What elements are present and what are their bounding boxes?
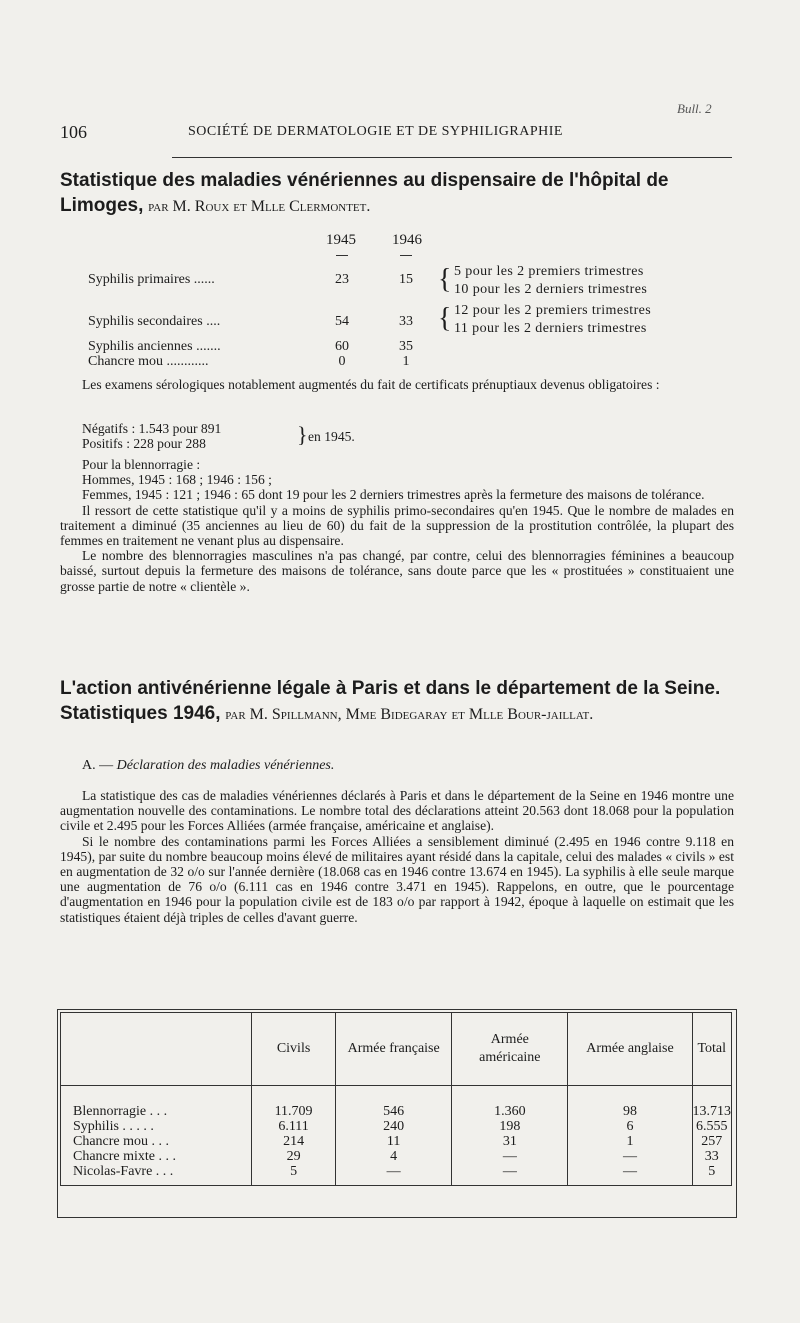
table-cell: —: [568, 1164, 692, 1186]
table-row: [61, 1086, 732, 1120]
table-header-armee-francaise: Armée française: [336, 1013, 452, 1086]
stat-label-syph-anciennes: Syphilis anciennes .......: [88, 339, 221, 354]
declarations-table: [60, 1012, 732, 1186]
table-header-blank: [61, 1013, 252, 1086]
table-cell: —: [452, 1149, 568, 1164]
table-header-total: Total: [692, 1013, 732, 1086]
table-cell: 6.111: [252, 1119, 336, 1134]
stat-1945-syph-secondaires: 54: [335, 314, 349, 329]
table-row: [61, 1164, 732, 1186]
note-syph-primaires-1: 5 pour les 2 premiers trimestres: [454, 264, 644, 279]
table-cell: 257: [692, 1134, 732, 1149]
table-cell: 198: [452, 1119, 568, 1134]
section2-title: [60, 676, 734, 727]
header-rule: [172, 157, 732, 158]
para-ressort: Il ressort de cette statistique qu'il y a moins de syphilis primo-secondaires qu'en 1945. Que le nombre de malades en traitement a diminué (35 anciennes au lieu de 60) du fait de la suppression de la prostitution contrôlée, la plupart des femmes en traitement ne venant plus au dispensaire.: [60, 502, 734, 549]
stat-1946-chancre-mou: 1: [402, 354, 410, 369]
subheading-prefix: A. —: [82, 758, 114, 773]
table-cell: 5: [252, 1164, 336, 1186]
table-cell: 546: [336, 1086, 452, 1120]
para-blenno-masc: Le nombre des blennorragies masculines n'a pas changé, par contre, celui des blennorragies féminines a beaucoup baissé, surtout depuis la fermeture des maisons de tolérance, sans doute parce que les « prostituées » constituaient une grosse partie de notre « clientèle ».: [60, 548, 734, 594]
stat-label-chancre-mou: Chancre mou ............: [88, 354, 209, 369]
dash-1945: [336, 255, 348, 256]
table-row: [61, 1149, 732, 1164]
section2-body: [60, 788, 734, 925]
table-cell: 31: [452, 1134, 568, 1149]
section2-title-text: L'action antivénérienne légale à Paris et dans le département de la Seine. Statistiques 1946,: [60, 678, 721, 724]
table-header-row: [61, 1013, 732, 1086]
subheading-a: [82, 758, 334, 774]
year-1945: 1945: [326, 232, 356, 248]
positifs-line: Positifs : 228 pour 288: [82, 436, 206, 451]
section1-para1: [60, 377, 734, 392]
table-cell-label: Chancre mou . . .: [61, 1134, 252, 1149]
table-cell: 4: [336, 1149, 452, 1164]
table-cell: 5: [692, 1164, 732, 1186]
section1-title: [60, 168, 736, 219]
section1-title-text: Statistique des maladies vénériennes au dispensaire de l'hôpital de Limoges,: [60, 170, 669, 216]
table-cell-label: Nicolas-Favre . . .: [61, 1164, 252, 1186]
note-syph-secondaires-2: 11 pour les 2 derniers trimestres: [454, 321, 647, 336]
table-cell-label: Syphilis . . . . .: [61, 1119, 252, 1134]
table-cell-label: Chancre mixte . . .: [61, 1149, 252, 1164]
stat-1946-syph-secondaires: 33: [399, 314, 413, 329]
stat-label-syph-primaires: Syphilis primaires ......: [88, 272, 215, 287]
para-contaminations: Si le nombre des contaminations parmi les Forces Alliées a sensiblement diminué (2.495 en 1946 contre 9.118 en 1945), par suite du nombre beaucoup moins élevé de militaires ayant résidé dans la capitale, celui des malades « civils » est en augmentation de 32 o/o sur l'année dernière (18.068 cas en 1946 contre 13.674 en 1945). La syphilis à elle seule marque une augmentation de 76 o/o (6.111 cas en 1946 contre 3.471 en 1945). Rappelons, en outre, que le pourcentage d'augmentation en 1946 pour la population civile est de 183 o/o par rapport à 1942, époque à laquelle on estimait que les statistiques étaient déjà triples de celles d'avant guerre.: [60, 833, 734, 925]
section1-blenno-block: [60, 457, 734, 594]
table-cell: 1.360: [452, 1086, 568, 1120]
brace-serologie: }: [297, 422, 308, 447]
table-cell: 11: [336, 1134, 452, 1149]
en-1945-note: en 1945.: [308, 429, 355, 444]
table-cell: —: [336, 1164, 452, 1186]
stat-1945-syph-anciennes: 60: [335, 339, 349, 354]
table-cell: —: [452, 1164, 568, 1186]
para-serologie: Les examens sérologiques notablement augmentés du fait de certificats prénuptiaux devenus obligatoires :: [82, 377, 660, 392]
table-header-armee-anglaise: Armée anglaise: [568, 1013, 692, 1086]
table-row: [61, 1119, 732, 1134]
brace-1: {: [438, 264, 452, 295]
table-header-civils: Civils: [252, 1013, 336, 1086]
stat-1946-syph-primaires: 15: [399, 272, 413, 287]
table-header-armee-americaine: Armée américaine: [452, 1013, 568, 1086]
table-cell: 11.709: [252, 1086, 336, 1120]
page-number: 106: [60, 122, 87, 142]
stat-1945-syph-primaires: 23: [335, 272, 349, 287]
note-syph-secondaires-1: 12 pour les 2 premiers trimestres: [454, 303, 652, 318]
table-cell: 98: [568, 1086, 692, 1120]
section2-authors: par M. Spillmann, Mme Bidegaray et Mlle Bour-jaillat.: [225, 706, 594, 723]
table-cell: 6: [568, 1119, 692, 1134]
table-row: [61, 1134, 732, 1149]
negatifs-line: Négatifs : 1.543 pour 891: [82, 421, 222, 436]
table-cell: 33: [692, 1149, 732, 1164]
table-cell: 13.713: [692, 1086, 732, 1120]
table-cell: 214: [252, 1134, 336, 1149]
table-cell: 6.555: [692, 1119, 732, 1134]
table-cell: 240: [336, 1119, 452, 1134]
dash-1946: [400, 255, 412, 256]
stat-1945-chancre-mou: 0: [338, 354, 346, 369]
note-syph-primaires-2: 10 pour les 2 derniers trimestres: [454, 282, 648, 297]
section1-authors: par M. Roux et Mlle Clermontet.: [148, 198, 371, 215]
brace-2: {: [438, 303, 452, 334]
running-title: SOCIÉTÉ DE DERMATOLOGIE ET DE SYPHILIGRAPHIE: [188, 124, 563, 139]
table-cell: 1: [568, 1134, 692, 1149]
table-cell: 29: [252, 1149, 336, 1164]
hommes-line: Hommes, 1945 : 168 ; 1946 : 156 ;: [82, 472, 272, 488]
handwritten-note: Bull. 2: [677, 101, 712, 116]
femmes-line: Femmes, 1945 : 121 ; 1946 : 65 dont 19 pour les 2 derniers trimestres après la fermeture des maisons de tolérance.: [82, 487, 705, 503]
subheading-text: Déclaration des maladies vénériennes.: [116, 758, 335, 773]
para-statistique: La statistique des cas de maladies vénériennes déclarés à Paris et dans le département de la Seine en 1946 montre une augmentation nouvelle des contaminations. Le nombre total des déclarations atteint 20.563 dont 18.068 pour la population civile et 2.495 pour les Forces Alliées (armée française, américaine et anglaise).: [60, 788, 734, 834]
blenno-intro: Pour la blennorragie :: [82, 457, 201, 472]
table-cell: —: [568, 1149, 692, 1164]
stat-label-syph-secondaires: Syphilis secondaires ....: [88, 314, 221, 329]
year-1946: 1946: [392, 232, 422, 248]
table-cell-label: Blennorragie . . .: [61, 1086, 252, 1120]
stat-1946-syph-anciennes: 35: [399, 339, 413, 354]
